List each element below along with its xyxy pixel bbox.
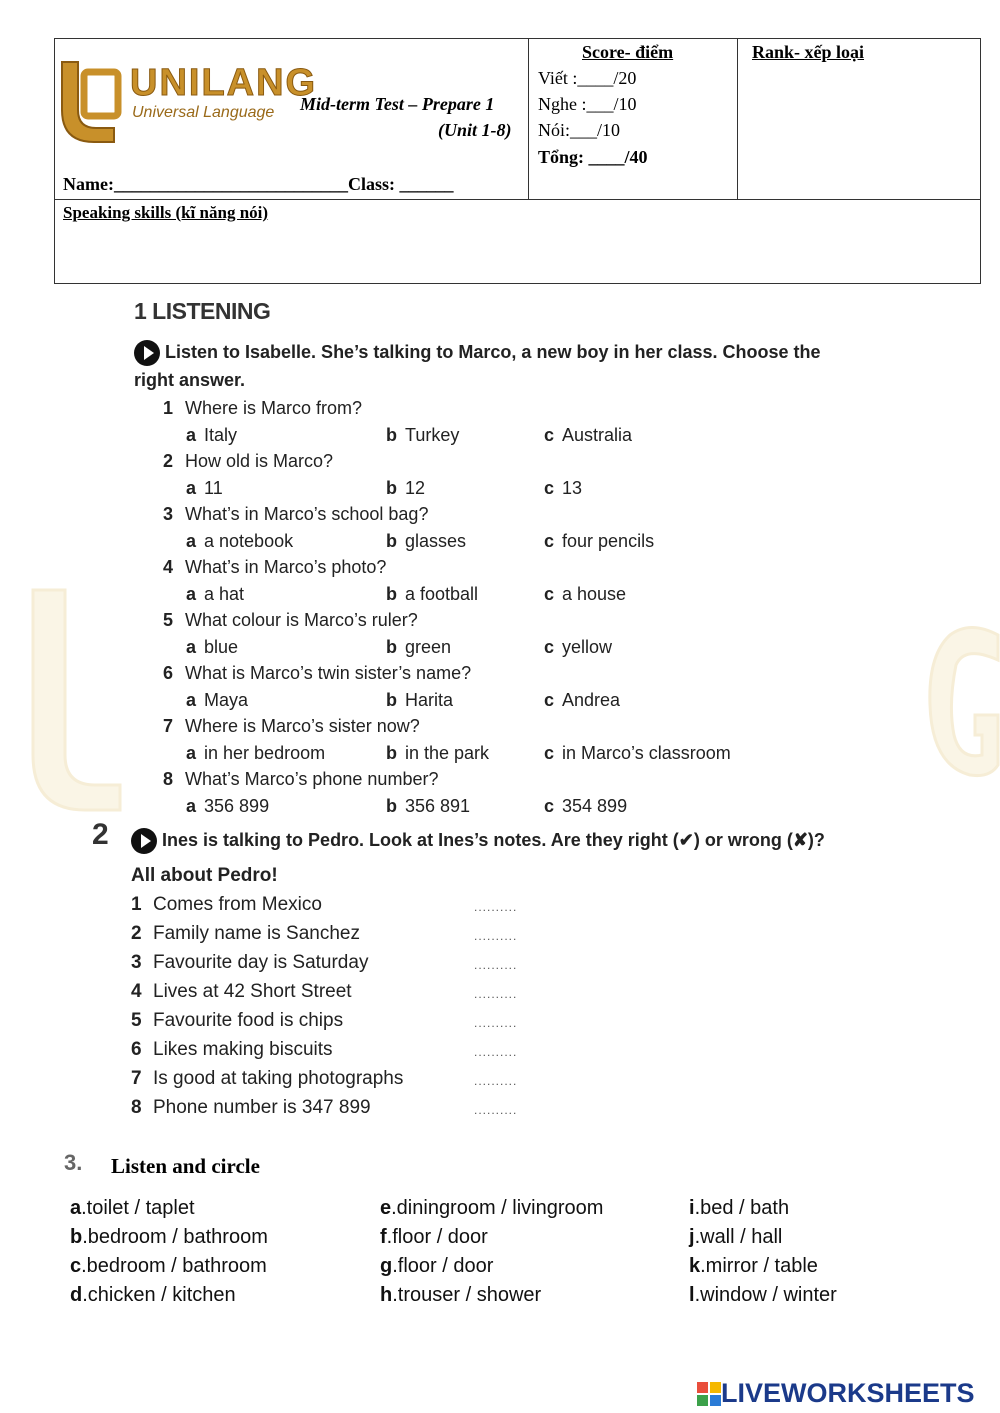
answer-option-a[interactable] <box>186 743 325 764</box>
option-text: four pencils <box>562 531 655 551</box>
note-item <box>131 1068 403 1090</box>
speaking-label: Speaking skills (kĩ năng nói) <box>63 203 269 222</box>
answer-option-a[interactable] <box>186 425 237 446</box>
item-text: .trouser / shower <box>392 1284 542 1306</box>
option-text: a house <box>562 584 627 604</box>
name-blank[interactable]: __________________________ <box>113 174 348 194</box>
question-text: What colour is Marco’s ruler? <box>185 610 418 630</box>
watermark-g-shape <box>920 615 1000 785</box>
answer-option-c[interactable] <box>544 796 627 817</box>
logo-brand: UNILANG <box>130 62 318 104</box>
answer-blank[interactable]: .......... <box>474 987 518 1001</box>
score-heading: Score- điểm <box>582 42 674 62</box>
watermark-logo <box>25 585 125 815</box>
option-text: 356 891 <box>405 796 471 816</box>
answer-option-c[interactable] <box>544 425 632 446</box>
option-text: Italy <box>204 425 238 445</box>
answer-option-c[interactable] <box>544 637 612 658</box>
name-label: Name: <box>63 174 114 194</box>
logo-tagline: Universal Language <box>132 104 275 121</box>
item-text: .window / winter <box>694 1284 837 1306</box>
answer-option-a[interactable] <box>186 531 293 552</box>
question <box>163 451 333 472</box>
note-number: 1 <box>131 894 142 915</box>
note-number: 6 <box>131 1039 142 1060</box>
question <box>163 557 386 578</box>
option-letter: a <box>186 637 197 657</box>
option-text: Maya <box>204 690 249 710</box>
circle-item-k[interactable] <box>689 1255 818 1278</box>
lw-brand: LIVEWORKSHEETS <box>721 1378 975 1408</box>
answer-option-a[interactable] <box>186 584 244 605</box>
question <box>163 716 420 737</box>
option-letter: c <box>544 690 555 710</box>
note-number: 3 <box>131 952 142 973</box>
note-text: Comes from Mexico <box>153 894 322 915</box>
item-letter: j <box>689 1226 695 1248</box>
circle-item-l[interactable] <box>689 1284 837 1307</box>
score-noi: Nói:___/10 <box>538 120 621 140</box>
section2-subtitle: All about Pedro! <box>131 865 278 886</box>
answer-option-b[interactable] <box>386 425 459 446</box>
answer-blank[interactable]: .......... <box>474 1016 518 1030</box>
note-item <box>131 894 322 916</box>
test-units: (Unit 1-8) <box>438 120 512 140</box>
note-number: 7 <box>131 1068 142 1089</box>
section3-title: Listen and circle <box>111 1154 260 1178</box>
answer-option-c[interactable] <box>544 690 620 711</box>
option-letter: b <box>386 478 397 498</box>
option-letter: b <box>386 690 397 710</box>
note-number: 4 <box>131 981 142 1002</box>
option-letter: b <box>386 796 397 816</box>
item-letter: f <box>380 1226 387 1248</box>
item-letter: h <box>380 1284 393 1306</box>
option-letter: c <box>544 743 555 763</box>
question-number: 4 <box>163 557 174 577</box>
section1-title: 1 LISTENING <box>134 298 271 324</box>
note-number: 5 <box>131 1010 142 1031</box>
option-text: 12 <box>405 478 426 498</box>
option-text: in her bedroom <box>204 743 326 763</box>
question <box>163 663 471 684</box>
option-letter: c <box>544 796 555 816</box>
answer-blank[interactable]: .......... <box>474 1045 518 1059</box>
question-number: 6 <box>163 663 174 683</box>
logo-u-icon <box>58 58 128 148</box>
item-letter: c <box>70 1255 82 1277</box>
play-audio-icon[interactable] <box>134 340 160 366</box>
note-text: Is good at taking photographs <box>153 1068 404 1089</box>
answer-blank[interactable]: .......... <box>474 1103 518 1117</box>
divider <box>528 38 529 200</box>
question-number: 5 <box>163 610 174 630</box>
question-text: What’s Marco’s phone number? <box>185 769 439 789</box>
question-text: What is Marco’s twin sister’s name? <box>185 663 472 683</box>
answer-option-b[interactable] <box>386 690 453 711</box>
option-letter: a <box>186 478 197 498</box>
option-letter: c <box>544 531 555 551</box>
option-letter: a <box>186 425 197 445</box>
option-text: 354 899 <box>562 796 628 816</box>
option-text: a hat <box>204 584 245 604</box>
rank-heading: Rank- xếp loại <box>752 42 865 62</box>
question-text: How old is Marco? <box>185 451 334 471</box>
item-text: .bedroom / bathroom <box>81 1255 267 1277</box>
circle-item-g[interactable] <box>380 1255 493 1278</box>
note-item <box>131 981 352 1003</box>
note-text: Family name is Sanchez <box>153 923 360 944</box>
option-letter: b <box>386 531 397 551</box>
option-letter: a <box>186 690 197 710</box>
circle-item-h[interactable] <box>380 1284 541 1307</box>
note-number: 8 <box>131 1097 142 1118</box>
item-text: .mirror / table <box>700 1255 818 1277</box>
note-item <box>131 952 368 974</box>
question-number: 3 <box>163 504 174 524</box>
answer-option-a[interactable] <box>186 637 238 658</box>
item-text: .toilet / taplet <box>81 1197 195 1219</box>
answer-option-b[interactable] <box>386 796 470 817</box>
answer-option-b[interactable] <box>386 584 478 605</box>
option-letter: c <box>544 425 555 445</box>
circle-item-c[interactable] <box>70 1255 267 1278</box>
section3-number: 3. <box>64 1150 83 1175</box>
divider <box>54 199 981 200</box>
item-letter: g <box>380 1255 393 1277</box>
item-text: .bed / bath <box>694 1197 790 1219</box>
circle-item-f[interactable] <box>380 1226 488 1249</box>
circle-item-j[interactable] <box>689 1226 782 1249</box>
item-letter: a <box>70 1197 82 1219</box>
question-number: 1 <box>163 398 174 418</box>
answer-option-c[interactable] <box>544 743 731 764</box>
unilang-logo <box>58 58 318 148</box>
question <box>163 504 428 525</box>
question-text: Where is Marco from? <box>185 398 363 418</box>
answer-option-b[interactable] <box>386 637 451 658</box>
answer-option-a[interactable] <box>186 478 223 499</box>
item-text: .floor / door <box>386 1226 488 1248</box>
answer-option-b[interactable] <box>386 531 466 552</box>
option-text: a notebook <box>204 531 294 551</box>
circle-item-d[interactable] <box>70 1284 236 1307</box>
note-item <box>131 923 360 945</box>
section2-instruction: Ines is talking to Pedro. Look at Ines’s notes. Are they right (✔) or wrong (✘)? <box>162 829 825 850</box>
option-text: Turkey <box>405 425 460 445</box>
question-text: What’s in Marco’s photo? <box>185 557 387 577</box>
option-text: 356 899 <box>204 796 270 816</box>
item-text: .floor / door <box>392 1255 494 1277</box>
answer-option-a[interactable] <box>186 796 269 817</box>
score-nghe: Nghe :___/10 <box>538 94 637 114</box>
note-item <box>131 1039 333 1061</box>
item-text: .diningroom / livingroom <box>391 1197 604 1219</box>
option-letter: b <box>386 584 397 604</box>
option-letter: c <box>544 637 555 657</box>
circle-item-i[interactable] <box>689 1197 789 1220</box>
option-letter: a <box>186 531 197 551</box>
note-item <box>131 1097 371 1119</box>
option-text: Australia <box>562 425 633 445</box>
option-text: Andrea <box>562 690 621 710</box>
class-blank[interactable]: ______ <box>399 174 454 194</box>
circle-item-b[interactable] <box>70 1226 268 1249</box>
question-number: 8 <box>163 769 174 789</box>
section2-instruction-row <box>131 828 825 854</box>
answer-option-b[interactable] <box>386 743 489 764</box>
option-letter: a <box>186 584 197 604</box>
note-text: Likes making biscuits <box>153 1039 333 1060</box>
liveworksheets-logo <box>697 1378 975 1408</box>
item-letter: i <box>689 1197 695 1219</box>
test-title: Mid-term Test – Prepare 1 <box>300 94 495 114</box>
note-text: Favourite food is chips <box>153 1010 344 1031</box>
question-text: What’s in Marco’s school bag? <box>185 504 429 524</box>
question-number: 2 <box>163 451 174 471</box>
option-text: glasses <box>405 531 467 551</box>
option-letter: c <box>544 584 555 604</box>
watermark-u-shape <box>25 585 125 815</box>
play-audio-icon[interactable] <box>131 828 157 854</box>
section1-instruction <box>134 338 934 394</box>
option-text: Harita <box>405 690 454 710</box>
answer-option-b[interactable] <box>386 478 425 499</box>
divider <box>737 38 738 200</box>
option-text: 11 <box>204 478 223 498</box>
option-text: 13 <box>562 478 583 498</box>
lw-grid-icon <box>697 1382 721 1406</box>
answer-option-a[interactable] <box>186 690 248 711</box>
option-text: in Marco’s classroom <box>562 743 731 763</box>
class-label: Class: <box>347 174 395 194</box>
circle-item-e[interactable] <box>380 1197 603 1220</box>
circle-item-a[interactable] <box>70 1197 195 1220</box>
option-text: in the park <box>405 743 490 763</box>
answer-option-c[interactable] <box>544 478 582 499</box>
answer-option-c[interactable] <box>544 531 654 552</box>
item-letter: d <box>70 1284 83 1306</box>
answer-blank[interactable]: .......... <box>474 958 518 972</box>
note-text: Phone number is 347 899 <box>153 1097 371 1118</box>
question <box>163 769 438 790</box>
item-text: .bedroom / bathroom <box>82 1226 268 1248</box>
option-text: a football <box>405 584 479 604</box>
option-letter: a <box>186 796 197 816</box>
option-letter: c <box>544 478 555 498</box>
item-letter: l <box>689 1284 695 1306</box>
question <box>163 398 362 419</box>
note-text: Favourite day is Saturday <box>153 952 369 973</box>
item-letter: k <box>689 1255 701 1277</box>
item-letter: b <box>70 1226 83 1248</box>
item-text: .chicken / kitchen <box>82 1284 236 1306</box>
section1-instruction-line2: right answer. <box>134 370 246 391</box>
name-field[interactable] <box>63 174 454 195</box>
option-letter: b <box>386 743 397 763</box>
option-letter: b <box>386 425 397 445</box>
answer-blank[interactable]: .......... <box>474 1074 518 1088</box>
score-viet: Viết :____/20 <box>538 68 637 88</box>
option-text: yellow <box>562 637 613 657</box>
question <box>163 610 418 631</box>
note-number: 2 <box>131 923 142 944</box>
option-letter: b <box>386 637 397 657</box>
option-letter: a <box>186 743 197 763</box>
option-text: green <box>405 637 452 657</box>
question-number: 7 <box>163 716 174 736</box>
score-total: Tổng: ____/40 <box>538 147 648 167</box>
option-text: blue <box>204 637 239 657</box>
answer-option-c[interactable] <box>544 584 626 605</box>
question-text: Where is Marco’s sister now? <box>185 716 420 736</box>
section2-number: 2 <box>92 818 109 851</box>
section1-instruction-line1: Listen to Isabelle. She’s talking to Marco, a new boy in her class. Choose the <box>165 342 821 362</box>
item-letter: e <box>380 1197 392 1219</box>
answer-blank[interactable]: .......... <box>474 900 518 914</box>
note-text: Lives at 42 Short Street <box>153 981 352 1002</box>
note-item <box>131 1010 343 1032</box>
item-text: .wall / hall <box>694 1226 783 1248</box>
answer-blank[interactable]: .......... <box>474 929 518 943</box>
